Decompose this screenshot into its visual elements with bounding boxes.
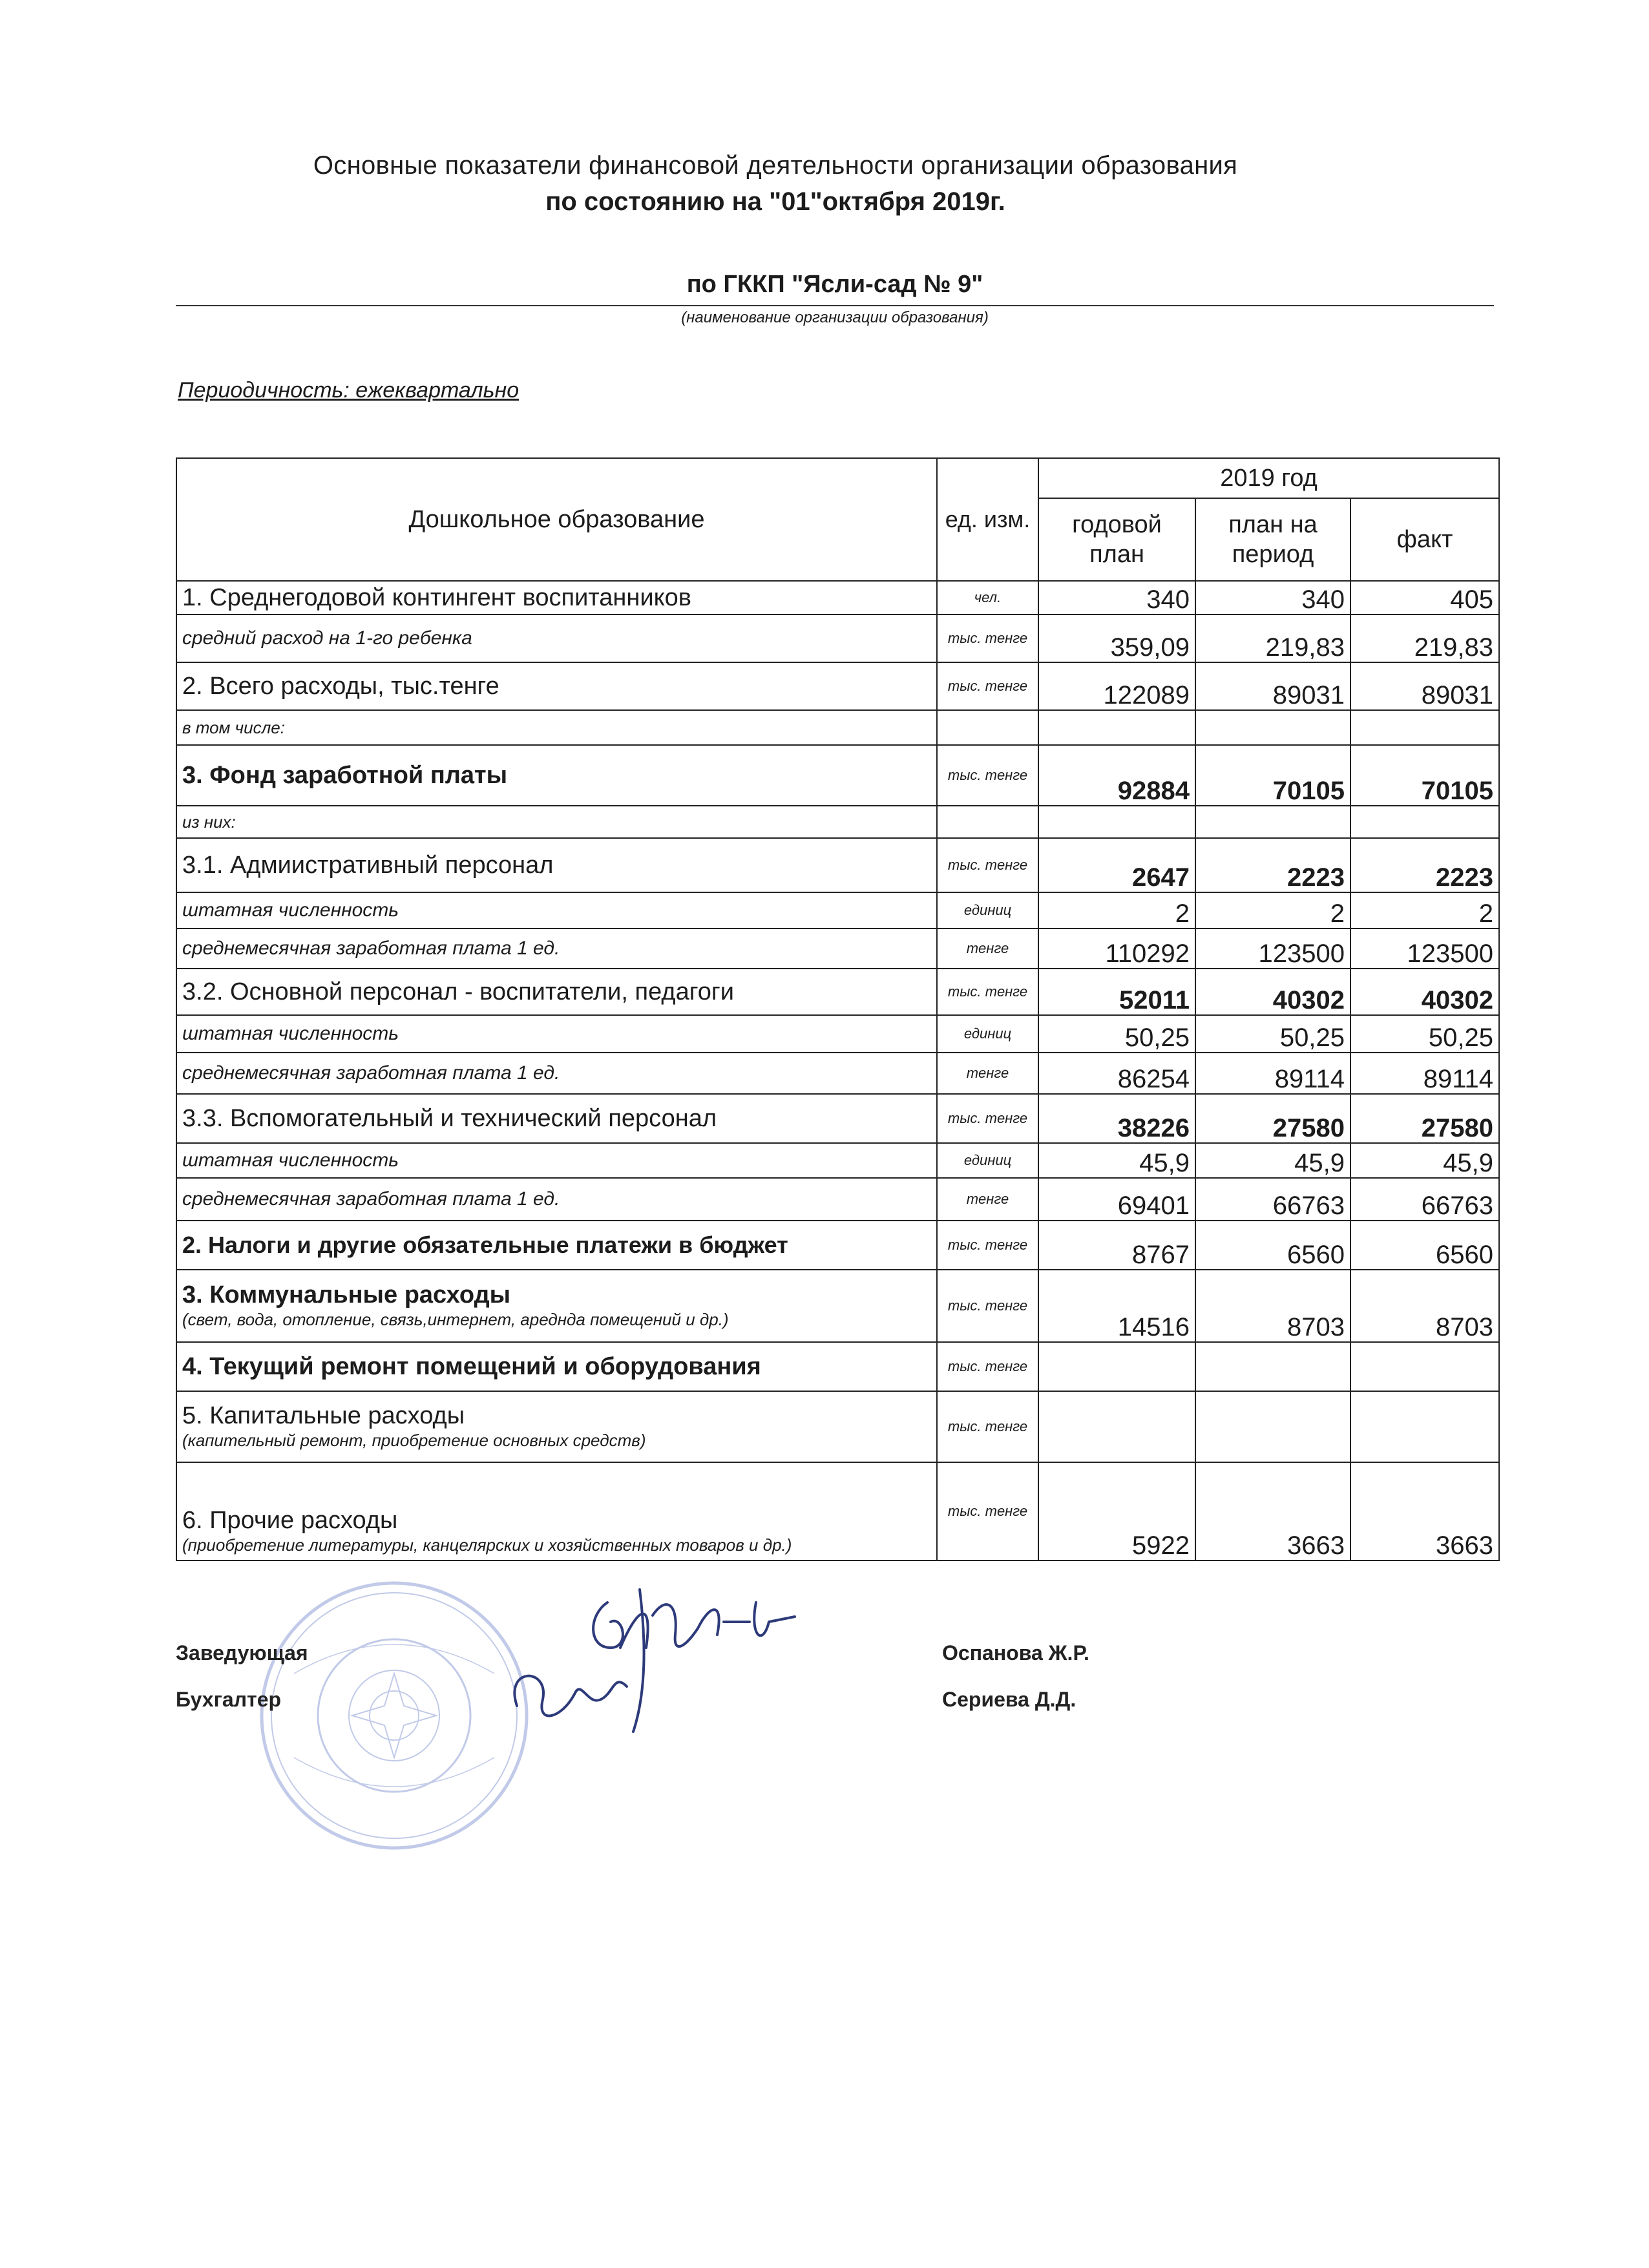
row-period: 6560 — [1195, 1221, 1350, 1270]
row-annual — [1038, 1342, 1195, 1391]
row-annual — [1038, 1391, 1195, 1462]
header-period-plan: план на период — [1195, 498, 1350, 581]
row-period: 45,9 — [1195, 1143, 1350, 1178]
table-row — [176, 710, 1499, 745]
row-period: 40302 — [1195, 969, 1350, 1015]
row-name: 3.3. Вспомогательный и технический персонал — [176, 1094, 937, 1143]
organization-name: по ГККП "Ясли-сад № 9" — [176, 265, 1494, 306]
header-name: Дошкольное образование — [176, 458, 937, 581]
row-fact: 66763 — [1350, 1178, 1499, 1221]
row-unit: тыс. тенге — [937, 1270, 1038, 1342]
row-name: из них: — [176, 806, 937, 838]
row-unit: тыс. тенге — [937, 1462, 1038, 1560]
row-period: 66763 — [1195, 1178, 1350, 1221]
organization-caption: (наименование организации образования) — [681, 309, 989, 326]
row-period — [1195, 1391, 1350, 1462]
row-unit: тенге — [937, 929, 1038, 969]
row-fact: 3663 — [1350, 1462, 1499, 1560]
title-line-1: Основные показатели финансовой деятельности организации образования — [313, 151, 1238, 180]
row-name: штатная численность — [176, 1015, 937, 1053]
row-name: штатная численность — [176, 892, 937, 929]
row-annual: 69401 — [1038, 1178, 1195, 1221]
table-row — [176, 745, 1499, 806]
table-row — [176, 1221, 1499, 1270]
row-annual: 5922 — [1038, 1462, 1195, 1560]
row-annual: 52011 — [1038, 969, 1195, 1015]
table-row — [176, 581, 1499, 614]
table-row — [176, 929, 1499, 969]
row-annual: 14516 — [1038, 1270, 1195, 1342]
row-fact: 45,9 — [1350, 1143, 1499, 1178]
row-fact: 2223 — [1350, 838, 1499, 892]
row-title: 5. Капитальные расходы — [182, 1402, 465, 1429]
row-period — [1195, 710, 1350, 745]
row-subtitle: (капительный ремонт, приобретение основных средств) — [182, 1431, 646, 1450]
row-annual: 45,9 — [1038, 1143, 1195, 1178]
row-period — [1195, 1342, 1350, 1391]
table-row — [176, 969, 1499, 1015]
row-period: 123500 — [1195, 929, 1350, 969]
table-row — [176, 1270, 1499, 1342]
row-period: 50,25 — [1195, 1015, 1350, 1053]
row-annual: 38226 — [1038, 1094, 1195, 1143]
row-annual — [1038, 806, 1195, 838]
table-row — [176, 838, 1499, 892]
row-period: 89031 — [1195, 662, 1350, 710]
accountant-name: Сериева Д.Д. — [942, 1688, 1077, 1711]
row-fact: 89114 — [1350, 1053, 1499, 1094]
row-name: среднемесячная заработная плата 1 ед. — [176, 1178, 937, 1221]
table-row — [176, 1178, 1499, 1221]
header-year: 2019 год — [1038, 458, 1499, 498]
row-unit: тыс. тенге — [937, 1342, 1038, 1391]
row-period: 340 — [1195, 581, 1350, 614]
row-annual: 2 — [1038, 892, 1195, 929]
row-annual: 8767 — [1038, 1221, 1195, 1270]
table-row — [176, 662, 1499, 710]
row-period: 8703 — [1195, 1270, 1350, 1342]
row-subtitle: (приобретение литературы, канцелярских и хозяйственных товаров и др.) — [182, 1535, 792, 1555]
row-fact: 89031 — [1350, 662, 1499, 710]
row-name: 2. Налоги и другие обязательные платежи в бюджет — [176, 1221, 937, 1270]
row-fact: 405 — [1350, 581, 1499, 614]
header-fact: факт — [1350, 498, 1499, 581]
row-fact: 6560 — [1350, 1221, 1499, 1270]
row-name: среднемесячная заработная плата 1 ед. — [176, 929, 937, 969]
row-period: 2 — [1195, 892, 1350, 929]
row-unit — [937, 710, 1038, 745]
row-unit: тенге — [937, 1178, 1038, 1221]
row-title: 6. Прочие расходы — [182, 1507, 398, 1534]
row-name: средний расход на 1-го ребенка — [176, 614, 937, 662]
row-name: 3. Фонд заработной платы — [176, 745, 937, 806]
table-row — [176, 1053, 1499, 1094]
row-name: 3.1. Адмиистративный персонал — [176, 838, 937, 892]
row-name — [176, 1462, 937, 1560]
row-name — [176, 1391, 937, 1462]
row-unit: единиц — [937, 892, 1038, 929]
table-row — [176, 614, 1499, 662]
row-annual: 92884 — [1038, 745, 1195, 806]
row-name: в том числе: — [176, 710, 937, 745]
row-unit: тыс. тенге — [937, 1094, 1038, 1143]
row-period: 70105 — [1195, 745, 1350, 806]
row-unit: единиц — [937, 1143, 1038, 1178]
row-unit — [937, 806, 1038, 838]
table-row — [176, 1342, 1499, 1391]
row-fact: 40302 — [1350, 969, 1499, 1015]
accountant-title: Бухгалтер — [176, 1688, 282, 1711]
row-period: 89114 — [1195, 1053, 1350, 1094]
row-name: 3.2. Основной персонал - воспитатели, педагоги — [176, 969, 937, 1015]
row-unit: тыс. тенге — [937, 745, 1038, 806]
row-fact: 123500 — [1350, 929, 1499, 969]
row-annual: 50,25 — [1038, 1015, 1195, 1053]
header-annual-plan: годовой план — [1038, 498, 1195, 581]
table-row — [176, 1015, 1499, 1053]
row-unit: тыс. тенге — [937, 662, 1038, 710]
row-fact — [1350, 1342, 1499, 1391]
row-name: штатная численность — [176, 1143, 937, 1178]
row-fact: 70105 — [1350, 745, 1499, 806]
row-name: 2. Всего расходы, тыс.тенге — [176, 662, 937, 710]
row-period — [1195, 806, 1350, 838]
row-unit: тенге — [937, 1053, 1038, 1094]
row-annual — [1038, 710, 1195, 745]
row-annual: 86254 — [1038, 1053, 1195, 1094]
row-period: 3663 — [1195, 1462, 1350, 1560]
periodicity: Периодичность: ежеквартально — [178, 378, 520, 403]
row-fact: 27580 — [1350, 1094, 1499, 1143]
head-name: Оспанова Ж.Р. — [942, 1641, 1089, 1664]
table-row — [176, 806, 1499, 838]
table-row — [176, 1143, 1499, 1178]
row-title: 3. Коммунальные расходы — [182, 1281, 511, 1308]
row-fact: 50,25 — [1350, 1015, 1499, 1053]
handwritten-signature — [491, 1577, 853, 1745]
row-period: 219,83 — [1195, 614, 1350, 662]
head-title: Заведующая — [176, 1641, 308, 1664]
title-line-2: по состоянию на "01"октября 2019г. — [545, 187, 1005, 216]
row-annual: 2647 — [1038, 838, 1195, 892]
finance-table — [176, 457, 1500, 1561]
row-fact: 8703 — [1350, 1270, 1499, 1342]
row-unit: тыс. тенге — [937, 1391, 1038, 1462]
row-name: 4. Текущий ремонт помещений и оборудования — [176, 1342, 937, 1391]
row-subtitle: (свет, вода, отопление, связь,интернет, аредндa помещений и др.) — [182, 1310, 729, 1329]
row-unit: тыс. тенге — [937, 614, 1038, 662]
row-period: 27580 — [1195, 1094, 1350, 1143]
row-name: 1. Среднегодовой контингент воспитанников — [176, 581, 937, 614]
row-annual: 122089 — [1038, 662, 1195, 710]
row-annual: 359,09 — [1038, 614, 1195, 662]
row-fact — [1350, 1391, 1499, 1462]
row-unit: единиц — [937, 1015, 1038, 1053]
table-row — [176, 892, 1499, 929]
row-annual: 110292 — [1038, 929, 1195, 969]
table-row — [176, 1462, 1499, 1560]
row-fact: 219,83 — [1350, 614, 1499, 662]
table-row — [176, 1391, 1499, 1462]
row-fact: 2 — [1350, 892, 1499, 929]
document-title — [174, 147, 1376, 220]
row-unit: чел. — [937, 581, 1038, 614]
row-name — [176, 1270, 937, 1342]
table-row — [176, 1094, 1499, 1143]
row-fact — [1350, 806, 1499, 838]
row-period: 2223 — [1195, 838, 1350, 892]
row-fact — [1350, 710, 1499, 745]
row-annual: 340 — [1038, 581, 1195, 614]
header-unit: ед. изм. — [937, 458, 1038, 581]
row-name: среднемесячная заработная плата 1 ед. — [176, 1053, 937, 1094]
row-unit: тыс. тенге — [937, 969, 1038, 1015]
row-unit: тыс. тенге — [937, 838, 1038, 892]
row-unit: тыс. тенге — [937, 1221, 1038, 1270]
